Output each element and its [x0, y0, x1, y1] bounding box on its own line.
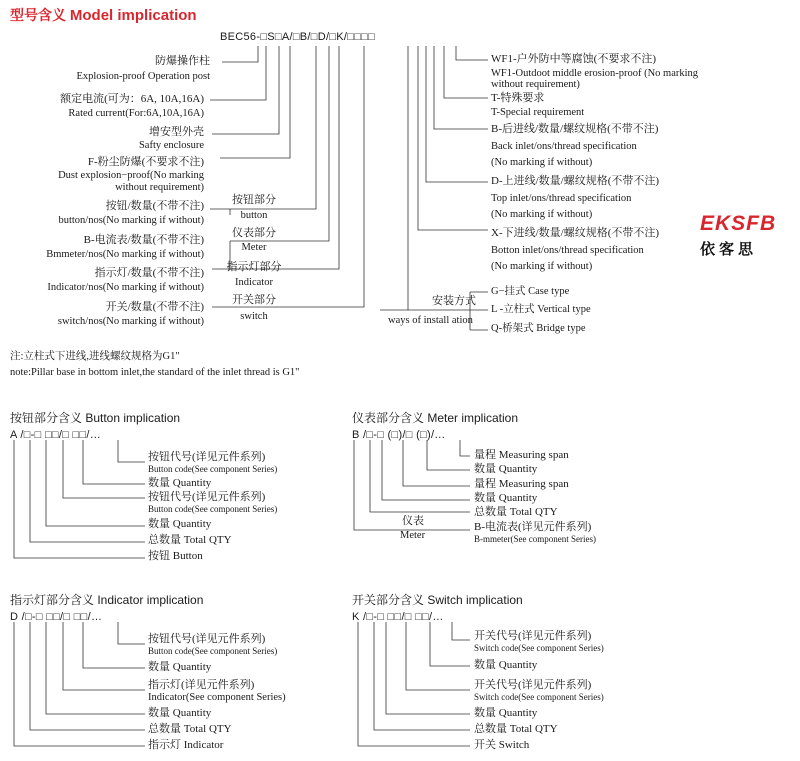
indicator-item-2-cn: 指示灯(详见元件系列): [148, 679, 255, 691]
page-title: [10, 8, 197, 23]
leader-operation-post: [222, 46, 258, 62]
indicator-item-3: 数量 Quantity: [148, 707, 212, 719]
logo-brand: EKSFB: [700, 212, 777, 235]
part-button-en: button: [240, 210, 268, 221]
left-item-7-en: switch/nos(No marking if without): [57, 316, 204, 327]
indicator-section-code: D /□-□ □□/□ □□/…: [10, 611, 103, 623]
right-item-4-en1: Botton inlet/ons/thread specification: [491, 245, 644, 256]
button-item-1: 数量 Quantity: [148, 477, 212, 489]
meter-item-2: 量程 Measuring span: [474, 478, 569, 490]
button-leaders: [14, 440, 145, 558]
left-item-5-cn: B-电流表/数量(不带不注): [83, 234, 204, 246]
left-item-6-cn: 指示灯/数量(不带不注): [94, 267, 204, 279]
right-item-3-en2: (No marking if without): [491, 209, 593, 220]
switch-section-title: 开关部分含义 Switch implication: [352, 593, 523, 607]
right-item-4-cn: X-下进线/数量/螺纹规格(不带不注): [491, 227, 660, 239]
left-item-1-cn: 额定电流(可为：6A, 10A,16A): [60, 93, 204, 105]
meter-item-5-cn: B-电流表(详见元件系列): [474, 521, 592, 533]
right-item-2-en1: Back inlet/ons/thread specification: [491, 141, 637, 152]
button-item-2-cn: 按钮代号(详见元件系列): [148, 491, 266, 503]
left-item-1-en: Rated current(For:6A,10A,16A): [68, 108, 204, 119]
install-en: ways of install ation: [388, 315, 473, 326]
install-type-bridge: Q-桥架式 Bridge type: [491, 323, 586, 334]
left-item-4-en: button/nos(No marking if without): [58, 215, 204, 226]
switch-item-2-cn: 开关代号(详见元件系列): [474, 679, 592, 691]
left-item-3-en2: without requirement): [115, 182, 204, 193]
right-item-0-en2: without requirement): [491, 79, 580, 90]
switch-leaders: [358, 622, 470, 746]
part-meter-en: Meter: [241, 242, 267, 253]
switch-item-3: 数量 Quantity: [474, 707, 538, 719]
model-code: BEC56-□S□A/□B/□D/□K/□□□□: [220, 31, 376, 43]
meter-section-code: B /□-□ (□)/□ (□)/…: [352, 429, 446, 441]
install-cn: 安装方式: [432, 295, 476, 307]
switch-item-0-en: Switch code(See component Series): [474, 643, 604, 653]
logo-cn: 依客思: [700, 240, 758, 258]
title-cn: 型号含义: [10, 7, 66, 23]
meter-item-1: 数量 Quantity: [474, 463, 538, 475]
meter-item-5-en: B-mmeter(See component Series): [474, 534, 596, 544]
note-cn: 注:立柱式下进线,进线螺纹规格为G1": [10, 351, 180, 362]
leader-top-inlet: [426, 46, 488, 182]
switch-item-0-cn: 开关代号(详见元件系列): [474, 630, 592, 642]
right-item-1-cn: T-特殊要求: [491, 92, 545, 104]
indicator-item-0-cn: 按钮代号(详见元件系列): [148, 633, 266, 645]
part-indicator-cn: 指示灯部分: [226, 261, 282, 273]
meter-label-cn: 仪表: [402, 515, 424, 527]
meter-label-en: Meter: [400, 530, 426, 541]
indicator-item-2-en: Indicator(See component Series): [148, 692, 286, 703]
leader-safety-enclosure: [212, 46, 279, 134]
right-item-4-en2: (No marking if without): [491, 261, 593, 272]
left-item-6-en: Indicator/nos(No marking if without): [47, 282, 204, 293]
part-switch-en: switch: [240, 311, 268, 322]
meter-section-title: 仪表部分含义 Meter implication: [352, 411, 519, 425]
meter-item-4: 总数量 Total QTY: [474, 506, 558, 518]
indicator-item-1: 数量 Quantity: [148, 661, 212, 673]
switch-item-4: 总数量 Total QTY: [474, 723, 558, 735]
part-meter-cn: 仪表部分: [232, 227, 276, 239]
meter-item-0: 量程 Measuring span: [474, 449, 569, 461]
title-en: Model implication: [69, 7, 197, 24]
left-item-3-en1: Dust explosion−proof(No marking: [58, 170, 204, 181]
right-item-1-en1: T-Special requirement: [491, 107, 585, 118]
left-item-5-en: Bmmeter/nos(No marking if without): [46, 249, 204, 260]
part-indicator-en: Indicator: [235, 277, 273, 288]
left-item-2-cn: 增安型外壳: [149, 126, 204, 138]
right-item-2-en2: (No marking if without): [491, 157, 593, 168]
left-item-0-cn: 防爆操作柱: [155, 55, 210, 67]
button-item-5: 按钮 Button: [148, 550, 203, 562]
button-item-4: 总数量 Total QTY: [148, 534, 232, 546]
left-item-0-en: Explosion-proof Operation post: [76, 71, 210, 82]
leader-special: [444, 46, 488, 98]
left-item-3-cn: F-粉尘防爆(不要求不注): [87, 156, 204, 168]
leader-back-inlet: [434, 46, 488, 129]
indicator-leaders: [14, 622, 145, 746]
right-item-3-en1: Top inlet/ons/thread specification: [491, 193, 632, 204]
part-switch-cn: 开关部分: [232, 294, 276, 306]
right-item-0-cn: WF1-户外防中等腐蚀(不要求不注): [491, 53, 656, 65]
part-button-cn: 按钮部分: [232, 194, 276, 206]
meter-item-3: 数量 Quantity: [474, 492, 538, 504]
button-item-2-en: Button code(See component Series): [148, 504, 278, 514]
button-item-0-cn: 按钮代号(详见元件系列): [148, 451, 266, 463]
left-item-4-cn: 按钮/数量(不带不注): [105, 200, 204, 212]
button-item-3: 数量 Quantity: [148, 518, 212, 530]
switch-item-2-en: Switch code(See component Series): [474, 692, 604, 702]
indicator-item-5: 指示灯 Indicator: [148, 739, 224, 751]
right-item-2-cn: B-后进线/数量/螺纹规格(不带不注): [491, 123, 659, 135]
indicator-section-title: 指示灯部分含义 Indicator implication: [10, 593, 204, 607]
leader-bottom-inlet: [418, 46, 488, 230]
install-type-case: G−挂式 Case type: [491, 286, 570, 297]
right-item-0-en1: WF1-Outdoot middle erosion-proof (No marking: [491, 68, 699, 79]
note-en: note:Pillar base in bottom inlet,the standard of the inlet thread is G1": [10, 367, 300, 378]
leader-dust-proof: [220, 46, 290, 158]
indicator-item-4: 总数量 Total QTY: [148, 723, 232, 735]
left-item-7-cn: 开关/数量(不带不注): [105, 301, 204, 313]
leader-wf1: [456, 46, 488, 60]
install-type-vertical: L -立柱式 Vertical type: [491, 304, 591, 315]
switch-item-1: 数量 Quantity: [474, 659, 538, 671]
switch-item-5: 开关 Switch: [474, 739, 530, 751]
brand-logo: [700, 212, 792, 259]
button-item-0-en: Button code(See component Series): [148, 464, 278, 474]
button-section-code: A /□-□ □□/□ □□/…: [10, 429, 102, 441]
indicator-item-0-en: Button code(See component Series): [148, 646, 278, 656]
button-section-title: 按钮部分含义 Button implication: [10, 411, 181, 425]
switch-section-code: K /□-□ □□/□ □□/…: [352, 611, 444, 623]
right-item-3-cn: D-上进线/数量/螺纹规格(不带不注): [491, 175, 660, 187]
left-item-2-en: Safty enclosure: [138, 140, 204, 151]
leader-button: [210, 46, 316, 215]
